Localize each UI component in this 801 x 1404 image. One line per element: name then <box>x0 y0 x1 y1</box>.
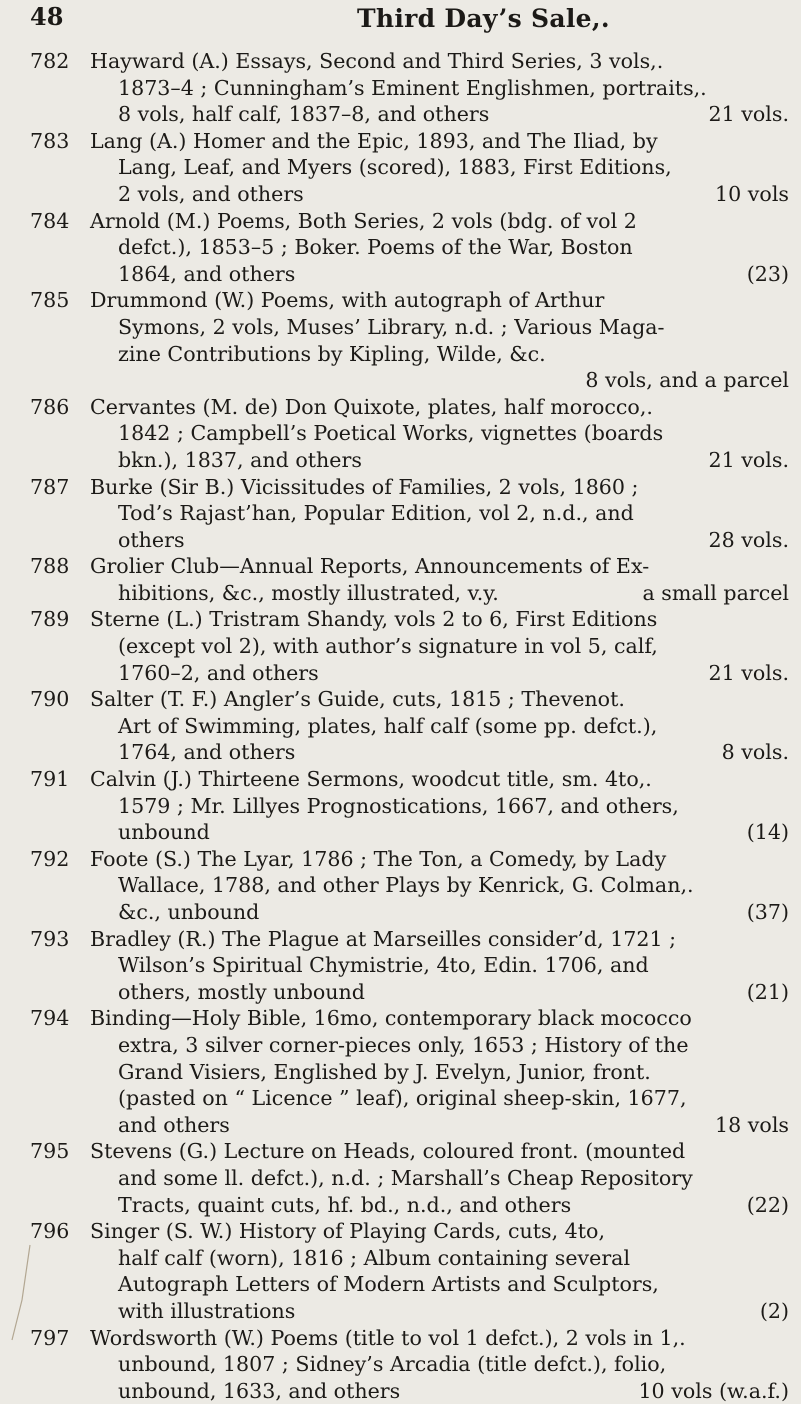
lot-number: 791 <box>30 766 82 793</box>
lot-final-line <box>90 1112 793 1139</box>
lot-description-line: (pasted on “ Licence ” leaf), original sheep-skin, 1677, <box>90 1085 793 1112</box>
lot-description-end: Tracts, quaint cuts, hf. bd., n.d., and others <box>118 1192 571 1219</box>
lot-description-line: Burke (Sir B.) Vicissitudes of Families, 2 vols, 1860 ; <box>90 474 793 501</box>
lot-quantity: 8 vols. <box>722 739 793 766</box>
lot-description-line: 1873–4 ; Cunningham’s Eminent Englishmen, portraits,. <box>90 75 793 102</box>
lot-final-line <box>90 899 793 926</box>
lot-number: 788 <box>30 553 82 580</box>
lot-description-end: 1764, and others <box>118 739 295 766</box>
lot-description-line: 1842 ; Campbell’s Poetical Works, vignettes (boards <box>90 420 793 447</box>
lot-final-line <box>90 819 793 846</box>
lot-description-line: half calf (worn), 1816 ; Album containing several <box>90 1245 793 1272</box>
lot-entry <box>0 766 801 846</box>
lot-final-line <box>90 660 793 687</box>
lot-entry <box>0 1138 801 1218</box>
lot-description-line: Tod’s Rajast’han, Popular Edition, vol 2, n.d., and <box>90 500 793 527</box>
lot-description-line: Lang (A.) Homer and the Epic, 1893, and The Iliad, by <box>90 128 793 155</box>
lot-description-end: 8 vols, half calf, 1837–8, and others <box>118 101 489 128</box>
lot-description-line: defct.), 1853–5 ; Boker. Poems of the War, Boston <box>90 234 793 261</box>
lot-quantity: 10 vols (w.a.f.) <box>638 1378 793 1404</box>
lot-description-line: Grand Visiers, Englished by J. Evelyn, Junior, front. <box>90 1059 793 1086</box>
lot-entry <box>0 926 801 1006</box>
lot-description-line: Hayward (A.) Essays, Second and Third Series, 3 vols,. <box>90 48 793 75</box>
lot-entry <box>0 474 801 554</box>
lot-final-line <box>90 447 793 474</box>
lot-number: 785 <box>30 287 82 314</box>
lot-quantity: (37) <box>747 899 793 926</box>
lot-number: 794 <box>30 1005 82 1032</box>
lot-description-end: others, mostly unbound <box>118 979 365 1006</box>
lot-quantity: (22) <box>747 1192 793 1219</box>
lot-description-end: with illustrations <box>118 1298 295 1325</box>
lot-number: 792 <box>30 846 82 873</box>
page-header <box>0 0 801 40</box>
lot-quantity: 18 vols <box>715 1112 793 1139</box>
lot-description-line: Bradley (R.) The Plague at Marseilles consider’d, 1721 ; <box>90 926 793 953</box>
lot-quantity: 21 vols. <box>709 101 794 128</box>
lot-entry <box>0 128 801 208</box>
margin-mark-decoration <box>0 1240 60 1350</box>
lot-description-line: Calvin (J.) Thirteene Sermons, woodcut title, sm. 4to,. <box>90 766 793 793</box>
lot-quantity: 21 vols. <box>709 447 794 474</box>
lot-quantity: a small parcel <box>642 580 793 607</box>
lot-description-line: Singer (S. W.) History of Playing Cards, cuts, 4to, <box>90 1218 793 1245</box>
lot-description-line: Salter (T. F.) Angler’s Guide, cuts, 1815 ; Thevenot. <box>90 686 793 713</box>
lot-description-end: hibitions, &c., mostly illustrated, v.y. <box>118 580 499 607</box>
lot-final-line <box>90 367 793 394</box>
lot-description-line: zine Contributions by Kipling, Wilde, &c. <box>90 341 793 368</box>
lot-final-line <box>90 1378 793 1404</box>
lot-description-line: Lang, Leaf, and Myers (scored), 1883, First Editions, <box>90 154 793 181</box>
lot-description-line: Wilson’s Spiritual Chymistrie, 4to, Edin. 1706, and <box>90 952 793 979</box>
lot-description-line: Autograph Letters of Modern Artists and Sculptors, <box>90 1271 793 1298</box>
lot-final-line <box>90 979 793 1006</box>
lot-entry <box>0 1218 801 1324</box>
lot-entry <box>0 287 801 393</box>
running-head: Third Day’s Sale,. <box>357 4 610 33</box>
lot-quantity: 10 vols <box>715 181 793 208</box>
lot-entry <box>0 48 801 128</box>
lot-description-line: extra, 3 silver corner-pieces only, 1653 ; History of the <box>90 1032 793 1059</box>
lot-description-end: bkn.), 1837, and others <box>118 447 362 474</box>
lot-number: 790 <box>30 686 82 713</box>
lot-description-line: 1579 ; Mr. Lillyes Prognostications, 1667, and others, <box>90 793 793 820</box>
lot-quantity: (14) <box>747 819 793 846</box>
lot-final-line <box>90 261 793 288</box>
lot-entry <box>0 1325 801 1404</box>
lot-entry <box>0 846 801 926</box>
lot-number: 796 <box>30 1218 82 1245</box>
lot-description-end: &c., unbound <box>118 899 259 926</box>
lot-final-line <box>90 739 793 766</box>
lot-quantity: (2) <box>760 1298 793 1325</box>
lot-number: 795 <box>30 1138 82 1165</box>
lot-description-end: and others <box>118 1112 230 1139</box>
lot-number: 782 <box>30 48 82 75</box>
lot-description-line: Wallace, 1788, and other Plays by Kenrick, G. Colman,. <box>90 872 793 899</box>
lot-entry <box>0 1005 801 1138</box>
lot-description-line: unbound, 1807 ; Sidney’s Arcadia (title defct.), folio, <box>90 1351 793 1378</box>
lot-entry <box>0 606 801 686</box>
lot-final-line <box>90 527 793 554</box>
lot-description-line: Foote (S.) The Lyar, 1786 ; The Ton, a Comedy, by Lady <box>90 846 793 873</box>
lot-quantity: 28 vols. <box>709 527 794 554</box>
lot-list <box>0 48 801 1404</box>
lot-quantity: (21) <box>747 979 793 1006</box>
page-number: 48 <box>30 2 63 31</box>
lot-entry <box>0 686 801 766</box>
lot-description-line: Grolier Club—Annual Reports, Announcements of Ex- <box>90 553 793 580</box>
lot-quantity: (23) <box>747 261 793 288</box>
lot-final-line <box>90 580 793 607</box>
lot-description-end: 1760–2, and others <box>118 660 319 687</box>
lot-entry <box>0 208 801 288</box>
lot-description-line: Stevens (G.) Lecture on Heads, coloured front. (mounted <box>90 1138 793 1165</box>
lot-number: 787 <box>30 474 82 501</box>
lot-number: 793 <box>30 926 82 953</box>
lot-description-end: 2 vols, and others <box>118 181 304 208</box>
lot-description-line: Drummond (W.) Poems, with autograph of Arthur <box>90 287 793 314</box>
lot-description-end: 1864, and others <box>118 261 295 288</box>
lot-description-line: Wordsworth (W.) Poems (title to vol 1 defct.), 2 vols in 1,. <box>90 1325 793 1352</box>
lot-quantity: 8 vols, and a parcel <box>585 367 793 394</box>
lot-entry <box>0 553 801 606</box>
lot-description-line: Symons, 2 vols, Muses’ Library, n.d. ; Various Maga- <box>90 314 793 341</box>
lot-description-end: unbound, 1633, and others <box>118 1378 400 1404</box>
lot-number: 786 <box>30 394 82 421</box>
lot-number: 784 <box>30 208 82 235</box>
lot-final-line <box>90 1192 793 1219</box>
lot-description-line: Art of Swimming, plates, half calf (some pp. defct.), <box>90 713 793 740</box>
lot-description-line: Arnold (M.) Poems, Both Series, 2 vols (bdg. of vol 2 <box>90 208 793 235</box>
lot-number: 789 <box>30 606 82 633</box>
lot-description-line: (except vol 2), with author’s signature in vol 5, calf, <box>90 633 793 660</box>
lot-number: 783 <box>30 128 82 155</box>
lot-description-line: and some ll. defct.), n.d. ; Marshall’s Cheap Repository <box>90 1165 793 1192</box>
lot-description-end: others <box>118 527 185 554</box>
lot-description-line: Sterne (L.) Tristram Shandy, vols 2 to 6, First Editions <box>90 606 793 633</box>
lot-final-line <box>90 181 793 208</box>
lot-final-line <box>90 101 793 128</box>
lot-description-line: Binding—Holy Bible, 16mo, contemporary black mococco <box>90 1005 793 1032</box>
lot-description-line: Cervantes (M. de) Don Quixote, plates, half morocco,. <box>90 394 793 421</box>
lot-description-end: unbound <box>118 819 210 846</box>
lot-entry <box>0 394 801 474</box>
lot-quantity: 21 vols. <box>709 660 794 687</box>
lot-number: 797 <box>30 1325 82 1352</box>
lot-final-line <box>90 1298 793 1325</box>
